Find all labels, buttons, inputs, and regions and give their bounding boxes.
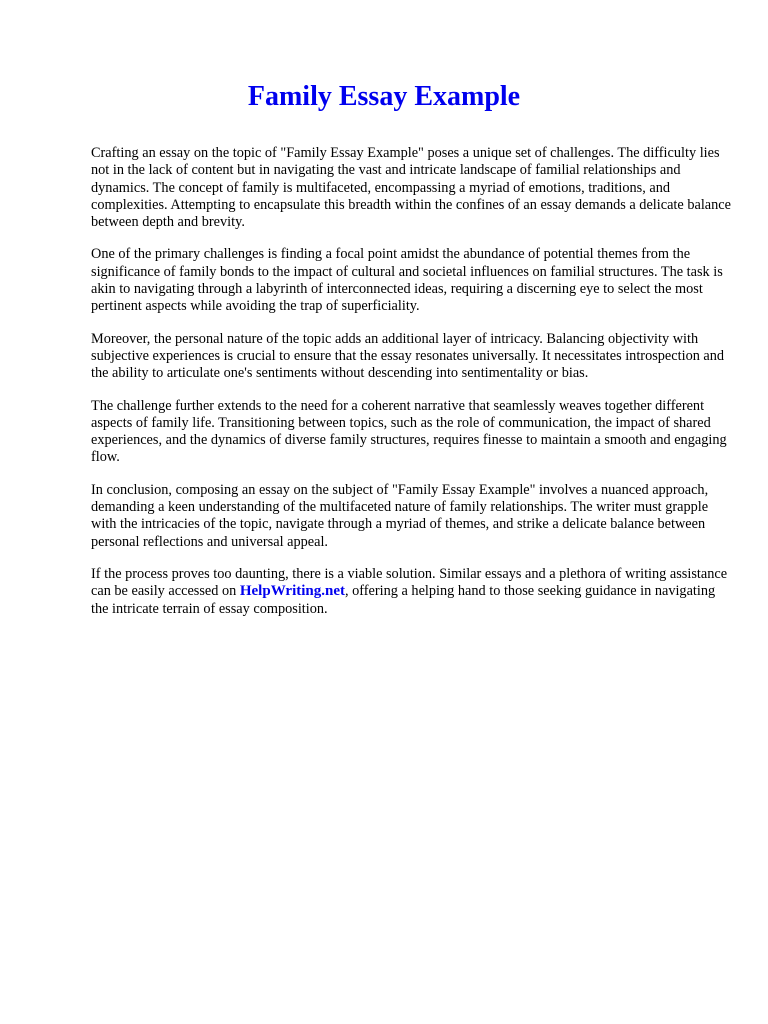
paragraph-5: In conclusion, composing an essay on the subject of "Family Essay Example" involves a nuanced approach, demanding a keen understanding of the multifaceted nature of family relationships. The writer must grapple with the intricacies of the topic, navigate through a myriad of themes, and strike a delicate balance between personal reflections and universal appeal. xyxy=(91,481,709,550)
paragraph-4: The challenge further extends to the need for a coherent narrative that seamlessly weaves together different aspects of family life. Transitioning between topics, such as the role of communication, the impact of shared experiences, and the dynamics of diverse family structures, requires finesse to maintain a smooth and engaging flow. xyxy=(91,397,727,466)
paragraph-2: One of the primary challenges is finding a focal point amidst the abundance of potential themes from the significance of family bonds to the impact of cultural and societal influences on familial structures. The task is akin to navigating through a labyrinth of interconnected ideas, requiring a discerning eye to select the most pertinent aspects while avoiding the trap of superficiality. xyxy=(91,246,723,315)
paragraph-6-after-link: , offering a helping hand to those seeking guidance in navigating the intricate terrain of essay composition. xyxy=(91,583,716,617)
essay-body xyxy=(91,145,731,633)
paragraph-1: Crafting an essay on the topic of "Family Essay Example" poses a unique set of challenges. The difficulty lies not in the lack of content but in navigating the vast and intricate landscape of familial relationships and dynamics. The concept of family is multifaceted, encompassing a myriad of emotions, traditions, and complexities. Attempting to encapsulate this breadth within the confines of an essay demands a delicate balance between depth and brevity. xyxy=(91,145,731,231)
page-title: Family Essay Example xyxy=(247,81,521,112)
helpwriting-link[interactable]: HelpWriting.net xyxy=(239,583,345,600)
paragraph-6-before-link: If the process proves too daunting, there is a viable solution. Similar essays and a plethora of writing assistance can be easily accessed on xyxy=(91,565,728,600)
paragraph-3: Moreover, the personal nature of the topic adds an additional layer of intricacy. Balancing objectivity with subjective experiences is crucial to ensure that the essay resonates universally. It necessitates introspection and the ability to articulate one's sentiments without descending into sentimentality or bias. xyxy=(91,330,725,382)
paragraph-6 xyxy=(91,566,731,618)
